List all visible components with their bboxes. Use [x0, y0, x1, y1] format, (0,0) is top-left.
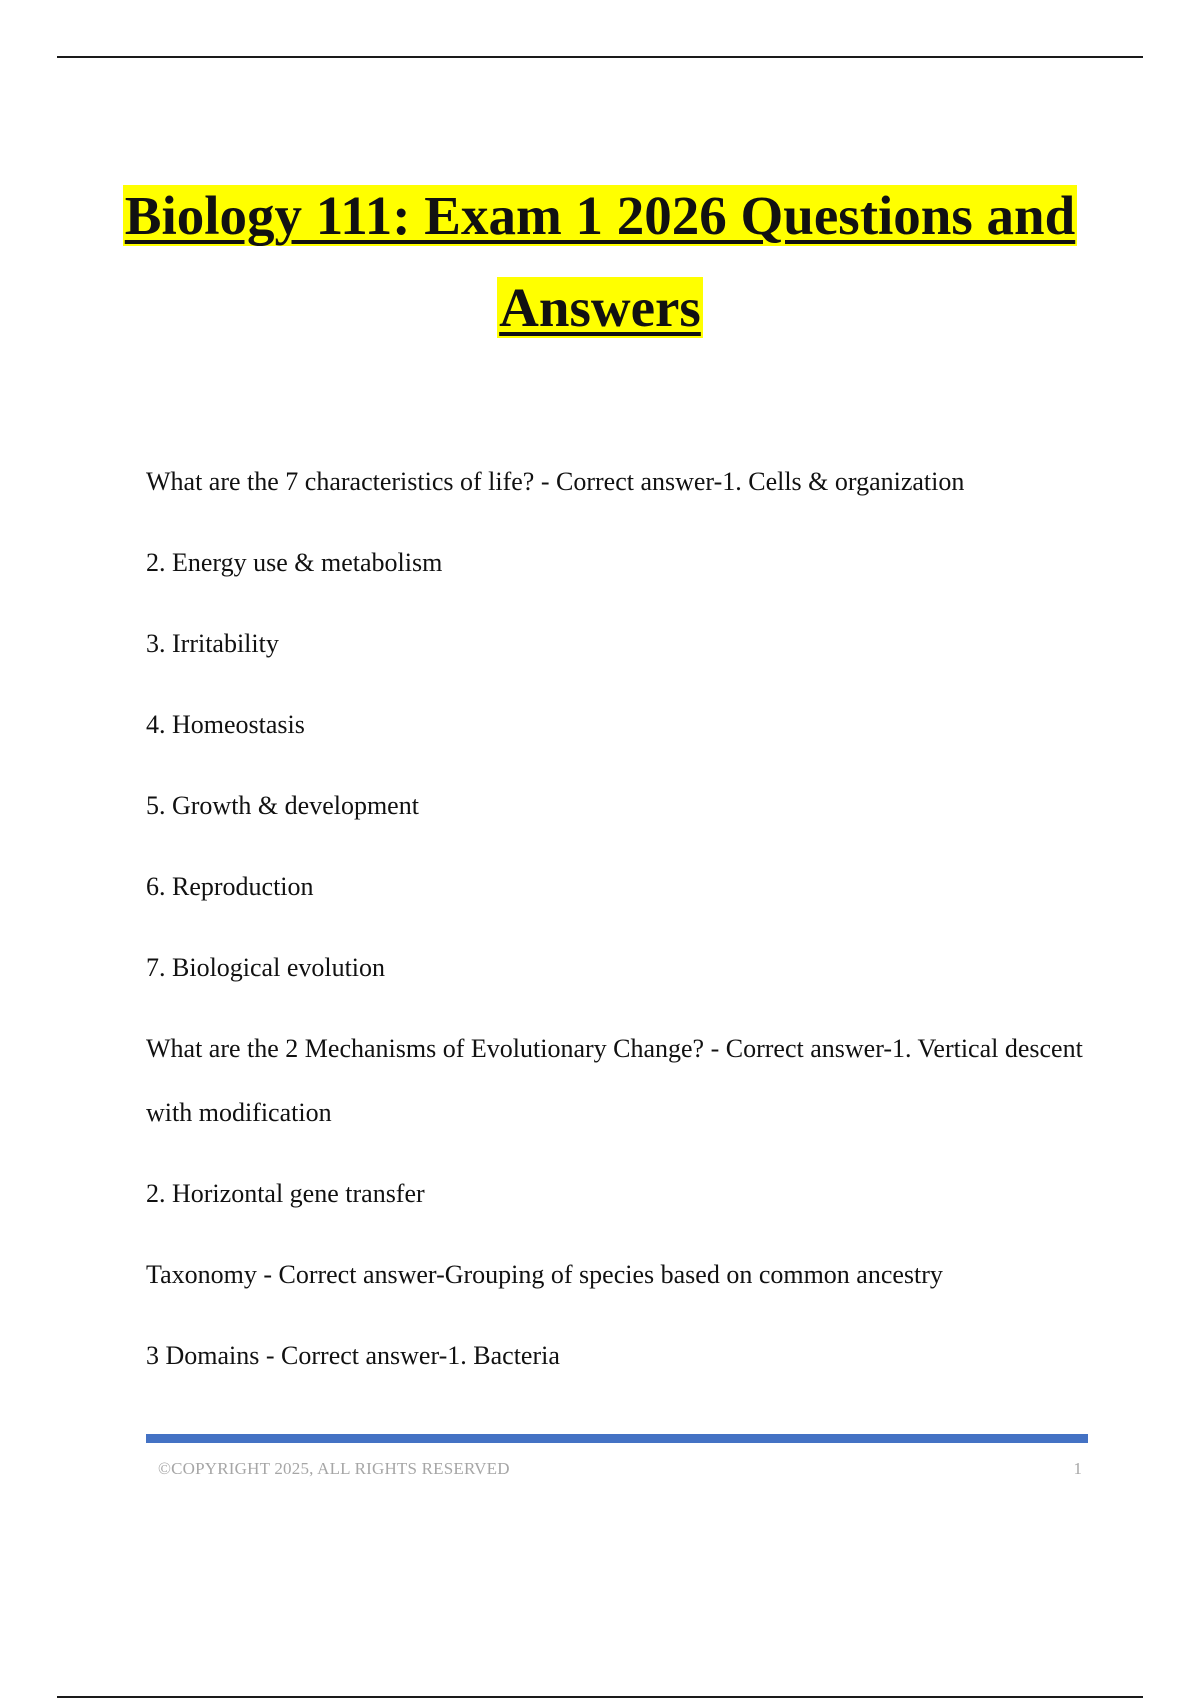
paragraph: 6. Reproduction — [146, 872, 314, 901]
paragraph: What are the 2 Mechanisms of Evolutionary Change? - Correct answer-1. Vertical descent with modification — [146, 1034, 1083, 1127]
paragraph: Taxonomy - Correct answer-Grouping of species based on common ancestry — [146, 1260, 943, 1289]
paragraph: 5. Growth & development — [146, 791, 419, 820]
top-rule — [57, 56, 1143, 58]
document-body — [146, 450, 1086, 1405]
bottom-rule — [57, 1696, 1143, 1698]
paragraph: 3 Domains - Correct answer-1. Bacteria — [146, 1341, 560, 1370]
title-line-2: Answers — [499, 277, 701, 338]
paragraph: What are the 7 characteristics of life? - Correct answer-1. Cells & organization — [146, 467, 965, 496]
paragraph: 7. Biological evolution — [146, 953, 386, 982]
title-line-1: Biology 111: Exam 1 2026 Questions and — [124, 185, 1076, 246]
page-number: 1 — [1073, 1459, 1082, 1478]
paragraph: 4. Homeostasis — [146, 710, 305, 739]
paragraph: 2. Horizontal gene transfer — [146, 1179, 425, 1208]
paragraph: 3. Irritability — [146, 629, 279, 658]
document-title — [100, 170, 1100, 354]
footer-copyright: ©COPYRIGHT 2025, ALL RIGHTS RESERVED — [158, 1459, 510, 1478]
footer-bar — [146, 1434, 1088, 1443]
paragraph: 2. Energy use & metabolism — [146, 548, 443, 577]
